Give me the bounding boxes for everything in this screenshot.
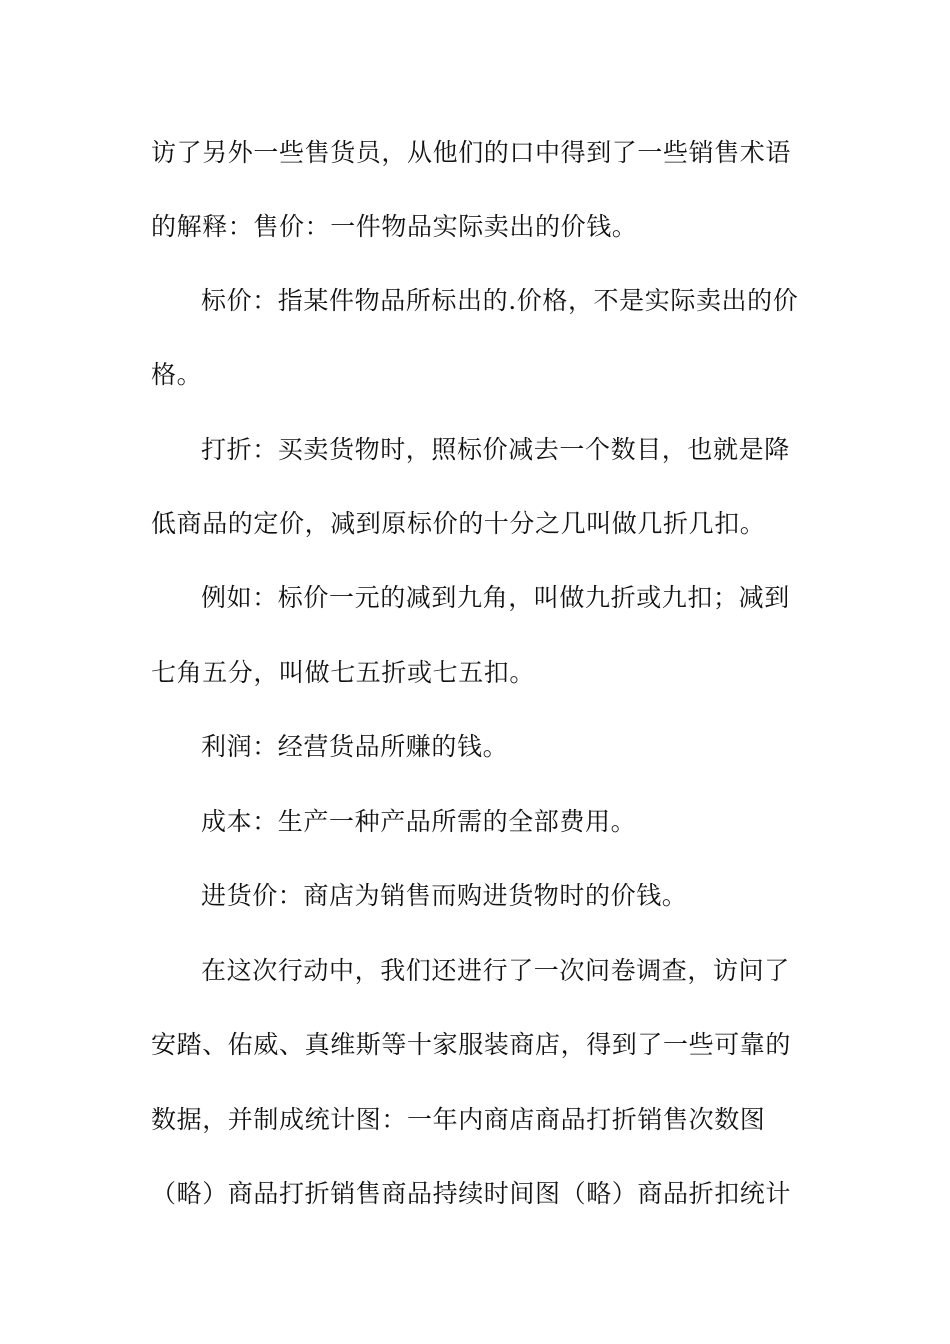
text-line: 低商品的定价，减到原标价的十分之几叫做几折几扣。 [151,509,766,538]
text-line: 的解释：售价：一件物品实际卖出的价钱。 [151,212,638,241]
paragraph-start-line: 成本：生产一种产品所需的全部费用。 [201,807,637,836]
text-line: 安踏、佑威、真维斯等十家服装商店，得到了一些可靠的 [151,1030,792,1059]
paragraph-start-line: 利润：经营货品所赚的钱。 [201,732,509,761]
text-line: 七角五分，叫做七五折或七五扣。 [151,658,536,687]
text-line: 访了另外一些售货员，从他们的口中得到了一些销售术语 [151,138,792,167]
paragraph-start-line: 标价：指某件物品所标出的.价格，不是实际卖出的价 [201,286,799,315]
paragraph-start-line: 打折：买卖货物时，照标价减去一个数目，也就是降 [201,435,790,464]
text-line: 数据，并制成统计图：一年内商店商品打折销售次数图 [151,1105,766,1134]
paragraph-start-line: 在这次行动中，我们还进行了一次问卷调查，访问了 [201,956,790,985]
text-line: 格。 [151,360,203,389]
text-line: （略）商品打折销售商品持续时间图（略）商品折扣统计 [151,1179,792,1208]
paragraph-start-line: 进货价：商店为销售而购进货物时的价钱。 [201,881,688,910]
paragraph-start-line: 例如：标价一元的减到九角，叫做九折或九扣；减到 [201,583,790,612]
